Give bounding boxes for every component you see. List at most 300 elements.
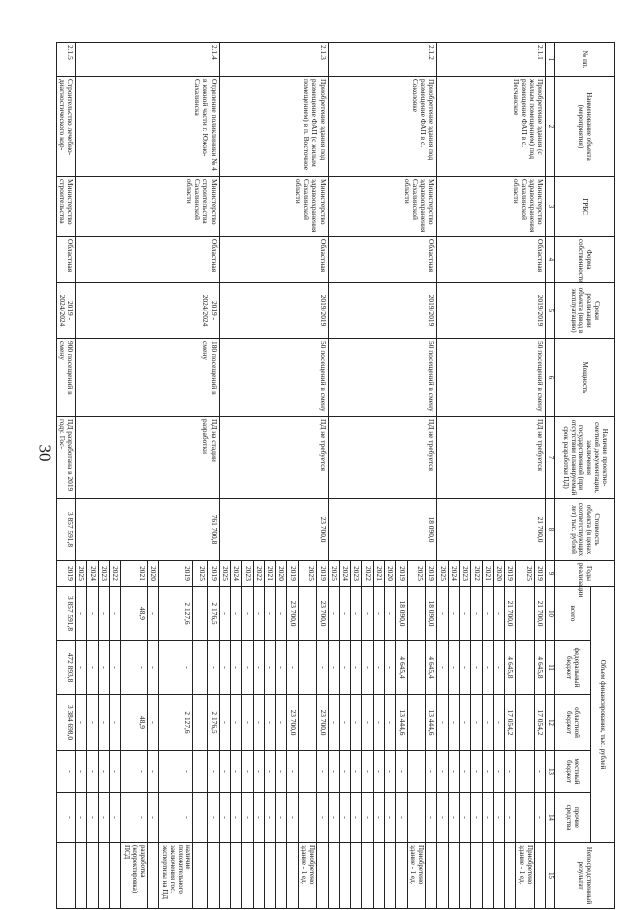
cell-result <box>482 843 493 909</box>
cell-regional: - <box>328 695 339 751</box>
cell-total: - <box>460 587 471 641</box>
cell-other: - <box>98 793 109 843</box>
cell-other: - <box>219 793 230 843</box>
object-ownership: Областная <box>328 237 437 283</box>
cell-result: Приобретено здание - 1 ед. <box>298 843 317 909</box>
cell-result <box>339 843 350 909</box>
cell-result <box>287 843 298 909</box>
cell-year: 2020 <box>276 561 287 587</box>
cell-local <box>298 751 317 793</box>
cell-result <box>98 843 109 909</box>
cell-federal <box>407 641 426 695</box>
object-number: 2.1.1 <box>437 43 546 77</box>
header-local: местный бюджет <box>555 751 591 793</box>
object-number: 2.1.5 <box>56 43 76 77</box>
table-rotated-wrapper <box>57 42 615 908</box>
cell-year: 2023 <box>98 561 109 587</box>
cell-local: - <box>253 751 264 793</box>
cell-result <box>448 843 459 909</box>
cell-result <box>87 843 98 909</box>
cell-regional: 13 444,6 <box>426 695 437 751</box>
cell-year: 2024 <box>87 561 98 587</box>
cell-federal: - <box>159 641 193 695</box>
table-row <box>317 43 328 909</box>
header-grbs: ГРБС <box>555 177 615 237</box>
column-number: 10 <box>546 587 555 641</box>
cell-year: 2023 <box>242 561 253 587</box>
cell-total: 23 700,0 <box>287 587 298 641</box>
cell-total <box>193 587 208 641</box>
cell-local: - <box>396 751 407 793</box>
cell-result <box>328 843 339 909</box>
cell-regional: - <box>242 695 253 751</box>
cell-result <box>242 843 253 909</box>
header-terms: Сроки реализации объекта (ввод в эксплуатацию) <box>555 283 615 339</box>
cell-local: - <box>287 751 298 793</box>
cell-federal: - <box>351 641 362 695</box>
cell-result <box>373 843 384 909</box>
cell-regional: 3 384 698,0 <box>56 695 76 751</box>
column-number: 14 <box>546 793 555 843</box>
cell-total: - <box>448 587 459 641</box>
cell-local <box>516 751 535 793</box>
cell-federal <box>298 641 317 695</box>
cell-result <box>471 843 482 909</box>
object-cost: 3 857 591,8 <box>56 499 76 561</box>
cell-local: - <box>76 751 87 793</box>
object-terms: 2019/2019 <box>437 283 546 339</box>
header-capacity: Мощность <box>555 339 615 417</box>
cell-regional: - <box>110 695 121 751</box>
cell-year: 2025 <box>407 561 426 587</box>
cell-result <box>56 843 76 909</box>
cell-total <box>516 587 535 641</box>
cell-federal: - <box>98 641 109 695</box>
cell-regional: 2 176,5 <box>208 695 219 751</box>
cell-year: 2024 <box>339 561 350 587</box>
cell-local: - <box>482 751 493 793</box>
cell-year: 2025 <box>219 561 230 587</box>
cell-regional: - <box>98 695 109 751</box>
cell-result <box>110 843 121 909</box>
cell-regional: - <box>264 695 275 751</box>
cell-year: 2020 <box>384 561 395 587</box>
cell-total: 18 090,0 <box>426 587 437 641</box>
table-row <box>426 43 437 909</box>
cell-federal: 4 645,4 <box>396 641 407 695</box>
cell-other: - <box>147 793 158 843</box>
cell-year: 2019 <box>159 561 193 587</box>
object-ownership: Областная <box>219 237 328 283</box>
cell-year: 2022 <box>253 561 264 587</box>
table-row <box>208 43 219 909</box>
object-name: Строительство лечебно-диагностического кор- <box>56 77 76 177</box>
cell-regional <box>407 695 426 751</box>
cell-local: - <box>448 751 459 793</box>
cell-year: 2020 <box>147 561 158 587</box>
header-total: всего <box>555 587 591 641</box>
cell-local: - <box>159 751 193 793</box>
cell-total: 23 700,0 <box>317 587 328 641</box>
cell-year: 2025 <box>193 561 208 587</box>
cell-regional: 17 054,2 <box>505 695 516 751</box>
cell-total: - <box>242 587 253 641</box>
cell-total: - <box>147 587 158 641</box>
cell-year: 2022 <box>110 561 121 587</box>
cell-federal: - <box>493 641 504 695</box>
cell-result: Приобретено здание - 1 ед. <box>407 843 426 909</box>
cell-result: наличие положительного заключения гос. экспертизы на ПД <box>159 843 193 909</box>
header-cost: Стоимость объекта (в ценах соответствующих лет) тыс. рублей <box>555 499 615 561</box>
cell-other <box>407 793 426 843</box>
object-capacity: 50 посещений в смену <box>219 339 328 417</box>
cell-total: - <box>339 587 350 641</box>
cell-year: 2023 <box>460 561 471 587</box>
cell-local: - <box>230 751 241 793</box>
cell-regional: - <box>460 695 471 751</box>
cell-local: - <box>110 751 121 793</box>
object-number: 2.1.3 <box>219 43 328 77</box>
cell-regional: - <box>87 695 98 751</box>
object-terms: 2019/2019 <box>328 283 437 339</box>
column-numbers-row <box>546 43 555 909</box>
header-result: Непосредственный результат <box>555 843 615 909</box>
cell-local: - <box>339 751 350 793</box>
object-pd-status: ПД разработана в 2019 году. Гос- <box>56 417 76 499</box>
cell-other: - <box>121 793 147 843</box>
cell-federal <box>516 641 535 695</box>
cell-other: - <box>460 793 471 843</box>
cell-other: - <box>448 793 459 843</box>
object-pd-status: ПД на стадии разработки <box>76 417 219 499</box>
object-name: Приобретение здания под размещение ФАП (с жилым помещением) в п. Восточное <box>219 77 328 177</box>
cell-local: - <box>56 751 76 793</box>
column-number: 12 <box>546 695 555 751</box>
object-capacity: 50 посещений в смену <box>328 339 437 417</box>
cell-total: - <box>276 587 287 641</box>
cell-regional: - <box>230 695 241 751</box>
cell-local: - <box>535 751 546 793</box>
cell-result: Приобретено здание - 1 ед. <box>516 843 535 909</box>
cell-regional: - <box>448 695 459 751</box>
cell-local: - <box>264 751 275 793</box>
cell-local: - <box>384 751 395 793</box>
cell-total: - <box>230 587 241 641</box>
object-terms: 2019 - 2024/2024 <box>76 283 219 339</box>
cell-other: - <box>242 793 253 843</box>
cell-federal: - <box>373 641 384 695</box>
column-number: 7 <box>546 417 555 499</box>
cell-other: - <box>493 793 504 843</box>
cell-local: - <box>242 751 253 793</box>
cell-federal: - <box>253 641 264 695</box>
cell-total: 21 700,0 <box>535 587 546 641</box>
cell-regional: 23 700,0 <box>287 695 298 751</box>
cell-total: 2 176,5 <box>208 587 219 641</box>
object-terms: 2019/2019 <box>219 283 328 339</box>
cell-result <box>208 843 219 909</box>
cell-regional: - <box>351 695 362 751</box>
cell-total: - <box>253 587 264 641</box>
object-ownership: Областная <box>56 237 76 283</box>
cell-federal: - <box>264 641 275 695</box>
cell-other: - <box>230 793 241 843</box>
cell-result <box>505 843 516 909</box>
cell-local: - <box>147 751 158 793</box>
cell-total: 18 090,0 <box>396 587 407 641</box>
cell-federal <box>193 641 208 695</box>
cell-year: 2025 <box>76 561 87 587</box>
object-capacity: 900 посещений в смену <box>56 339 76 417</box>
cell-result: разработка (корректировка) ПСД <box>121 843 147 909</box>
cell-other: - <box>264 793 275 843</box>
cell-local: - <box>208 751 219 793</box>
cell-total: - <box>219 587 230 641</box>
cell-result <box>351 843 362 909</box>
object-capacity: 180 посещений в смену <box>76 339 219 417</box>
page-number: 30 <box>35 444 55 462</box>
header-funding-group: Объем финансирования, тыс. рублей <box>591 587 615 843</box>
cell-year: 2019 <box>505 561 516 587</box>
column-number: 1 <box>546 43 555 77</box>
table-row <box>56 43 76 909</box>
object-ownership: Областная <box>437 237 546 283</box>
cell-result <box>493 843 504 909</box>
cell-federal: 4 645,8 <box>535 641 546 695</box>
cell-local: - <box>505 751 516 793</box>
cell-total: - <box>328 587 339 641</box>
column-number: 5 <box>546 283 555 339</box>
cell-federal: 4 645,4 <box>426 641 437 695</box>
cell-other: - <box>373 793 384 843</box>
cell-other: - <box>159 793 193 843</box>
cell-total: - <box>493 587 504 641</box>
object-ownership: Областная <box>76 237 219 283</box>
cell-federal: - <box>147 641 158 695</box>
cell-other: - <box>76 793 87 843</box>
header-no: № пп. <box>555 43 615 77</box>
cell-result <box>219 843 230 909</box>
cell-total: - <box>351 587 362 641</box>
cell-year: 2019 <box>317 561 328 587</box>
cell-year: 2019 <box>396 561 407 587</box>
cell-federal: - <box>76 641 87 695</box>
cell-federal: - <box>482 641 493 695</box>
cell-year: 2022 <box>471 561 482 587</box>
cell-regional: - <box>471 695 482 751</box>
cell-local: - <box>426 751 437 793</box>
cell-regional: - <box>76 695 87 751</box>
cell-result <box>437 843 448 909</box>
cell-year: 2025 <box>328 561 339 587</box>
cell-year: 2025 <box>298 561 317 587</box>
column-number: 13 <box>546 751 555 793</box>
cell-total: - <box>362 587 373 641</box>
column-number: 11 <box>546 641 555 695</box>
cell-other: - <box>276 793 287 843</box>
object-name: Приобретение здания (с жилым помещением) под размещение ФАП в с. Песчанское <box>437 77 546 177</box>
cell-year: 2025 <box>437 561 448 587</box>
cell-federal: - <box>471 641 482 695</box>
cell-local: - <box>121 751 147 793</box>
cell-total: 3 857 591,8 <box>56 587 76 641</box>
cell-local <box>193 751 208 793</box>
cell-year: 2019 <box>535 561 546 587</box>
header-name: Наименование объекта (мероприятия) <box>555 77 615 177</box>
cell-local: - <box>437 751 448 793</box>
cell-local: - <box>373 751 384 793</box>
cell-federal: - <box>460 641 471 695</box>
cell-year: 2021 <box>373 561 384 587</box>
header-other: прочие средства <box>555 793 591 843</box>
cell-result <box>193 843 208 909</box>
cell-year: 2019 <box>287 561 298 587</box>
cell-other: - <box>287 793 298 843</box>
cell-result <box>230 843 241 909</box>
cell-total: - <box>471 587 482 641</box>
header-regional: областной бюджет <box>555 695 591 751</box>
object-number: 2.1.4 <box>76 43 219 77</box>
table-row <box>535 43 546 909</box>
cell-total: - <box>87 587 98 641</box>
cell-local: - <box>219 751 230 793</box>
cell-other: - <box>482 793 493 843</box>
cell-regional: 13 444,6 <box>396 695 407 751</box>
cell-regional: - <box>493 695 504 751</box>
object-capacity: 50 посещений в смену <box>437 339 546 417</box>
column-number: 8 <box>546 499 555 561</box>
cell-result <box>426 843 437 909</box>
cell-regional: - <box>437 695 448 751</box>
cell-federal: - <box>276 641 287 695</box>
cell-regional: - <box>362 695 373 751</box>
object-cost: 23 700,0 <box>219 499 328 561</box>
cell-federal: - <box>219 641 230 695</box>
header-federal: федеральный бюджет <box>555 641 591 695</box>
cell-other: - <box>426 793 437 843</box>
cell-regional: - <box>384 695 395 751</box>
cell-federal: - <box>448 641 459 695</box>
cell-federal: - <box>208 641 219 695</box>
cell-regional: 17 054,2 <box>535 695 546 751</box>
cell-total: 2 127,6 <box>159 587 193 641</box>
document-stage <box>57 42 615 908</box>
cell-other: - <box>317 793 328 843</box>
cell-federal: - <box>317 641 328 695</box>
cell-regional <box>516 695 535 751</box>
cell-year: 2021 <box>482 561 493 587</box>
cell-regional: 23 700,0 <box>317 695 328 751</box>
cell-local: - <box>276 751 287 793</box>
cell-other <box>193 793 208 843</box>
cell-regional <box>193 695 208 751</box>
cell-regional: - <box>482 695 493 751</box>
column-number: 15 <box>546 843 555 909</box>
cell-local: - <box>493 751 504 793</box>
cell-other: - <box>351 793 362 843</box>
column-number: 6 <box>546 339 555 417</box>
cell-federal: - <box>242 641 253 695</box>
object-number: 2.1.2 <box>328 43 437 77</box>
cell-year: 2022 <box>362 561 373 587</box>
cell-local: - <box>460 751 471 793</box>
header-year: Годы реализации <box>555 561 615 587</box>
cell-local: - <box>471 751 482 793</box>
cell-result <box>460 843 471 909</box>
cell-local: - <box>351 751 362 793</box>
cell-regional: - <box>147 695 158 751</box>
cell-federal: - <box>339 641 350 695</box>
column-number: 2 <box>546 77 555 177</box>
cell-local: - <box>87 751 98 793</box>
object-grbs: Министерство здравоохранения Сахалинской области <box>437 177 546 237</box>
cell-other: - <box>505 793 516 843</box>
cell-other: - <box>362 793 373 843</box>
cell-other: - <box>56 793 76 843</box>
investment-objects-table <box>56 42 615 909</box>
cell-other: - <box>253 793 264 843</box>
cell-local: - <box>98 751 109 793</box>
cell-year: 2019 <box>208 561 219 587</box>
cell-federal: - <box>362 641 373 695</box>
cell-result <box>264 843 275 909</box>
cell-local: - <box>317 751 328 793</box>
cell-federal: - <box>437 641 448 695</box>
table-body <box>56 43 546 909</box>
cell-total: - <box>98 587 109 641</box>
cell-result <box>396 843 407 909</box>
cell-other: - <box>339 793 350 843</box>
cell-other <box>516 793 535 843</box>
cell-regional: - <box>219 695 230 751</box>
cell-total: - <box>373 587 384 641</box>
cell-year: 2023 <box>351 561 362 587</box>
cell-federal: - <box>110 641 121 695</box>
cell-local <box>407 751 426 793</box>
cell-year: 2020 <box>493 561 504 587</box>
cell-total: - <box>482 587 493 641</box>
cell-federal: - <box>328 641 339 695</box>
header-pd-status: Наличие проектно-сметной документации, заключения государственной (при отсутствии планируемый срок разработки ПД) <box>555 417 615 499</box>
cell-year: 2025 <box>516 561 535 587</box>
object-grbs: Министерство здравоохранения Сахалинской области <box>328 177 437 237</box>
cell-other: - <box>437 793 448 843</box>
cell-year: 2019 <box>56 561 76 587</box>
cell-other: - <box>110 793 121 843</box>
cell-federal: - <box>384 641 395 695</box>
cell-regional: - <box>276 695 287 751</box>
object-cost: 761 700,8 <box>76 499 219 561</box>
cell-other: - <box>87 793 98 843</box>
cell-result <box>384 843 395 909</box>
cell-other: - <box>471 793 482 843</box>
object-pd-status: ПД не требуется <box>437 417 546 499</box>
cell-federal: 4 645,8 <box>505 641 516 695</box>
object-pd-status: ПД не требуется <box>219 417 328 499</box>
cell-federal: - <box>287 641 298 695</box>
cell-total: - <box>76 587 87 641</box>
cell-total: - <box>384 587 395 641</box>
cell-total: - <box>110 587 121 641</box>
column-number: 3 <box>546 177 555 237</box>
cell-federal: - <box>230 641 241 695</box>
cell-other: - <box>396 793 407 843</box>
cell-year: 2021 <box>121 561 147 587</box>
cell-other: - <box>328 793 339 843</box>
cell-year: 2024 <box>448 561 459 587</box>
cell-result <box>535 843 546 909</box>
cell-regional: 2 127,6 <box>159 695 193 751</box>
